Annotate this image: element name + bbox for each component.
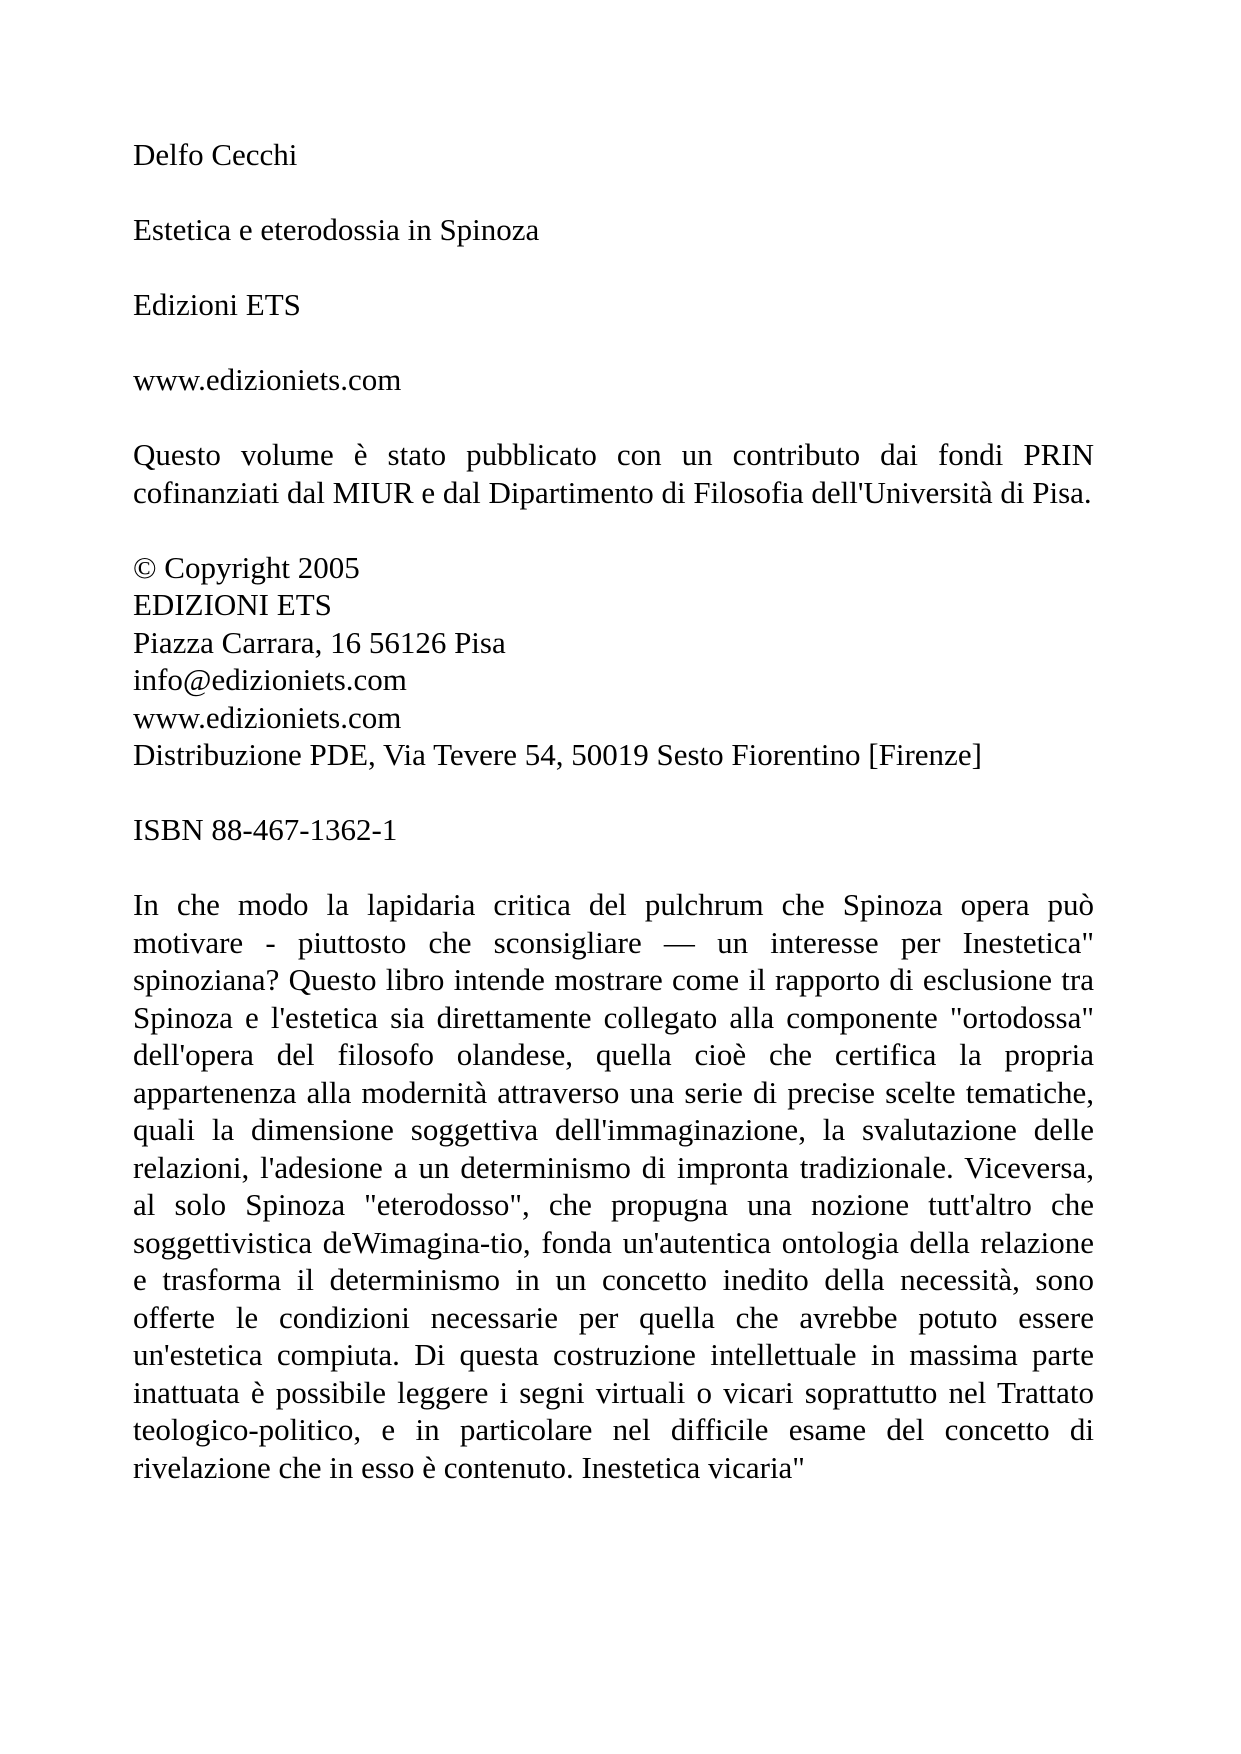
publisher-website: www.edizioniets.com [133, 362, 402, 397]
distribution-line: Distribuzione PDE, Via Tevere 54, 50019 Sesto Fiorentino [Firenze] [133, 737, 982, 772]
publisher-email-line: info@edizioniets.com [133, 662, 407, 697]
publisher-website-line: www.edizioniets.com [133, 699, 402, 735]
book-title: Estetica e eterodossia in Spinoza [133, 212, 540, 247]
funding-note: Questo volume è stato pubblicato con un contributo dai fondi PRIN cofinanziati dal MIUR e dal Dipartimento di Filosofia dell'Università di Pisa. [133, 437, 1094, 510]
copyright-block [133, 549, 1094, 774]
publisher-address-line: Piazza Carrara, 16 56126 Pisa [133, 624, 506, 660]
synopsis-paragraph: In che modo la lapidaria critica del pulchrum che Spinoza opera può motivare - piuttosto che sconsigliare — un interesse per Inestetica" spinoziana? Questo libro intende mostrare come il rapporto di esclusione tra Spinoza e l'estetica sia direttamente collegato alla componente "ortodossa" dell'opera del filosofo olandese, quella cioè che certifica la propria appartenenza alla modernità attraverso una serie di precise scelte tematiche, quali la dimensione soggettiva dell'immaginazione, la svalutazione delle relazioni, l'adesione a un determinismo di impronta tradizionale. Viceversa, al solo Spinoza "eterodosso", che propugna una nozione tutt'altro che soggettivistica deWimagina-tio, fonda un'autentica ontologia della relazione e trasforma il determinismo in un concetto inedito della necessità, sono offerte le condizioni necessarie per quella che avrebbe potuto essere un'estetica compiuta. Di questa costruzione intellettuale in massima parte inattuata è possibile leggere i segni virtuali o vicari soprattutto nel Trattato teologico-politico, e in particolare nel difficile esame del concetto di rivelazione che in esso è contenuto. Inestetica vicaria" [133, 887, 1094, 1485]
copyright-publisher-line: EDIZIONI ETS [133, 587, 332, 622]
isbn-line: ISBN 88-467-1362-1 [133, 812, 398, 847]
author-line: Delfo Cecchi [133, 137, 298, 172]
copyright-year-line: © Copyright 2005 [133, 549, 360, 585]
publisher-name: Edizioni ETS [133, 287, 301, 322]
